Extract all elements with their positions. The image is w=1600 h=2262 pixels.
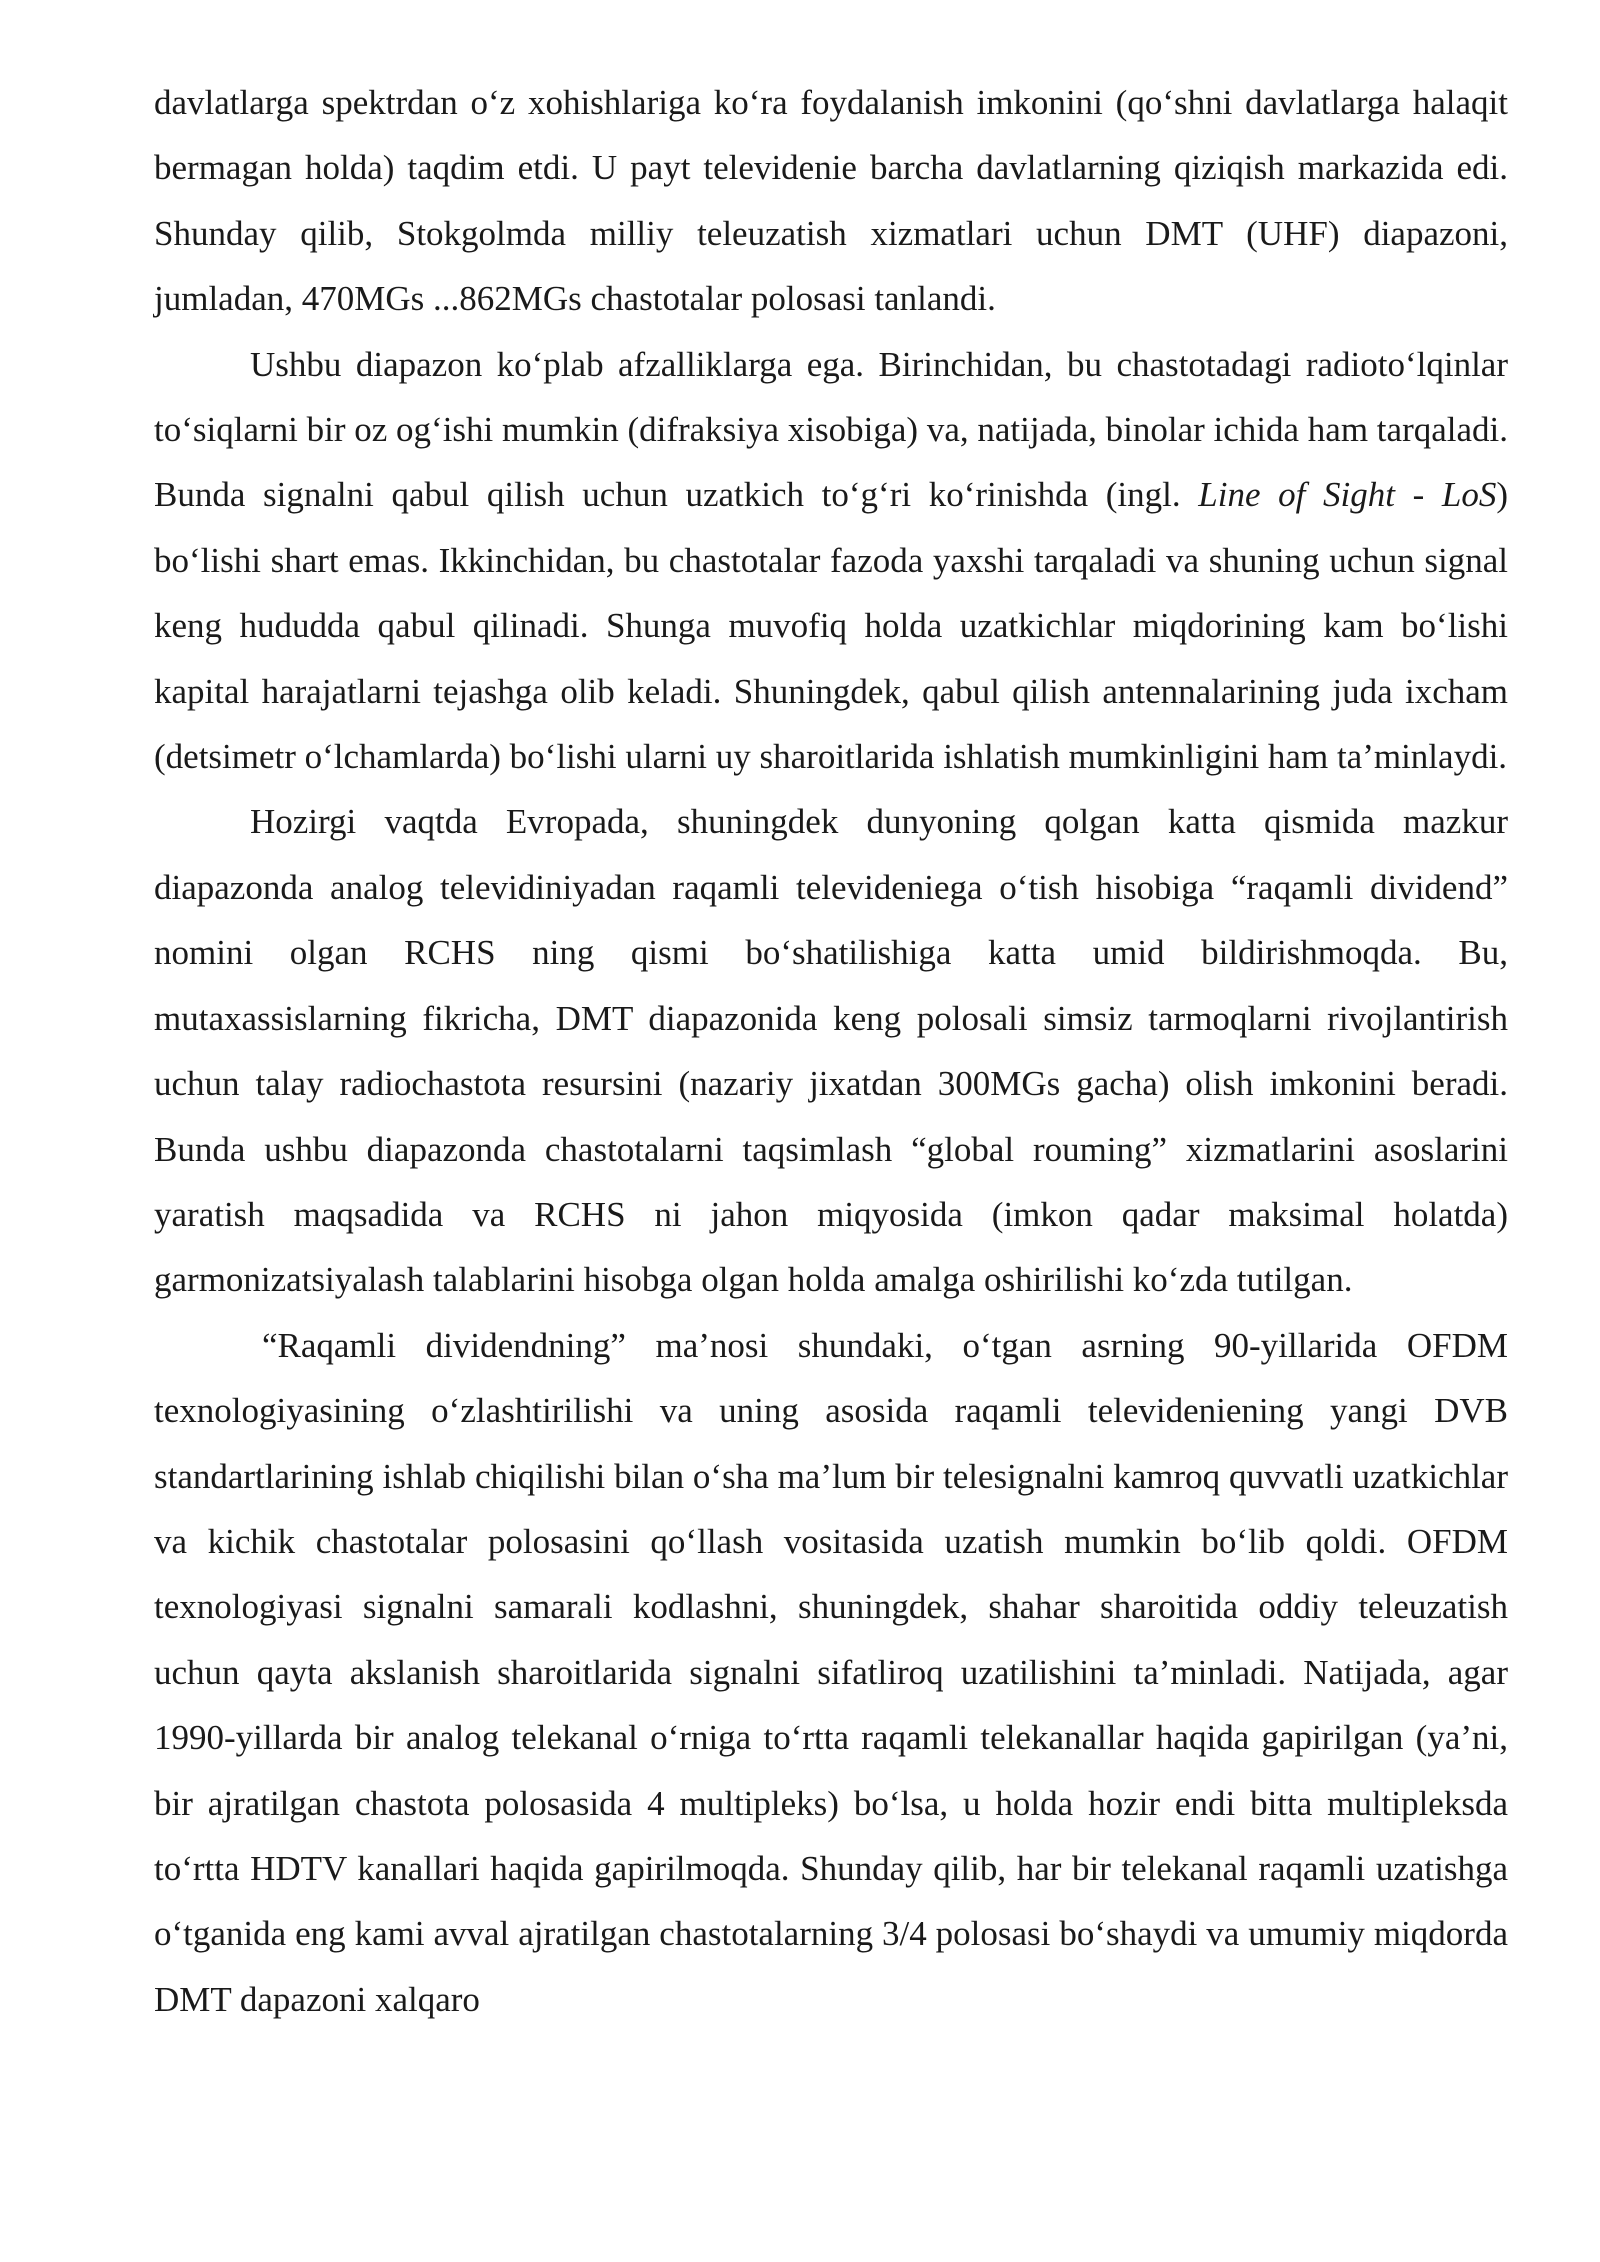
paragraph-2-italic-term: Line of Sight - LoS — [1198, 475, 1497, 515]
paragraph-4: “Raqamli dividendning” ma’nosi shundaki, o‘tgan asrning 90-yillarida OFDM texnologiyasining o‘zlashtirilishi va uning asosida raqamli televideniening yangi DVB standartlarining ishlab chiqilishi bilan o‘sha ma’lum bir telesignalni kamroq quvvatli uzatkichlar va kichik chastotalar polosasini qo‘llash vositasida uzatish mumkin bo‘lib qoldi. OFDM texnologiyasi signalni samarali kodlashni, shuningdek, shahar sharoitida oddiy teleuzatish uchun qayta akslanish sharoitlarida signalni sifatliroq uzatilishini ta’minladi. Natijada, agar 1990-yillarda bir analog telekanal o‘rniga to‘rtta raqamli telekanallar haqida gapirilgan (ya’ni, bir ajratilgan chastota polosasida 4 multipleks) bo‘lsa, u holda hozir endi bitta multipleksda to‘rtta HDTV kanallari haqida gapirilmoqda. Shunday qilib, har bir telekanal raqamli uzatishga o‘tganida eng kami avval ajratilgan chastotalarning 3/4 polosasi bo‘shaydi va umumiy miqdorda DMT dapazoni xalqaro — [154, 1325, 1508, 2019]
paragraph-2-text-after: ) bo‘lishi shart emas. Ikkinchidan, bu chastotalar fazoda yaxshi tarqaladi va shuning uchun signal keng hududda qabul qilinadi. Shunga muvofiq holda uzatkichlar miqdorining kam bo‘lishi kapital harajatlarni tejashga olib keladi. Shuningdek, qabul qilish antennalarining juda ixcham (detsimetr o‘lchamlarda) bo‘lishi ularni uy sharoitlarida ishlatish mumkinligini ham ta’minlaydi. — [154, 475, 1508, 777]
paragraph-2-text-before: Ushbu diapazon ko‘plab afzalliklarga ega. Birinchidan, bu chastotadagi radioto‘lqinlar to‘siqlarni bir oz og‘ishi mumkin (difraksiya xisobiga) va, natijada, binolar ichida ham tarqaladi. Bunda signalni qabul qilish uchun uzatkich to‘g‘ri ko‘rinishda (ingl. — [154, 344, 1508, 515]
paragraph-2 — [154, 332, 1508, 790]
paragraph-1: davlatlarga spektrdan o‘z xohishlariga ko‘ra foydalanish imkonini (qo‘shni davlatlarga halaqit bermagan holda) taqdim etdi. U payt televidenie barcha davlatlarning qiziqish markazida edi. Shunday qilib, Stokgolmda milliy teleuzatish xizmatlari uchun DMT (UHF) diapazoni, jumladan, 470MGs ...862MGs chastotalar polosasi tanlandi. — [154, 83, 1508, 319]
document-page — [154, 70, 1508, 2032]
paragraph-3: Hozirgi vaqtda Evropada, shuningdek dunyoning qolgan katta qismida mazkur diapazonda analog televidiniyadan raqamli televideniega o‘tish hisobiga “raqamli dividend” nomini olgan RCHS ning qismi bo‘shatilishiga katta umid bildirishmoqda. Bu, mutaxassislarning fikricha, DMT diapazonida keng polosali simsiz tarmoqlarni rivojlantirish uchun talay radiochastota resursini (nazariy jixatdan 300MGs gacha) olish imkonini beradi. Bunda ushbu diapazonda chastotalarni taqsimlash “global rouming” xizmatlarini asoslarini yaratish maqsadida va RCHS ni jahon miqyosida (imkon qadar maksimal holatda) garmonizatsiyalash talablarini hisobga olgan holda amalga oshirilishi ko‘zda tutilgan. — [154, 802, 1508, 1300]
